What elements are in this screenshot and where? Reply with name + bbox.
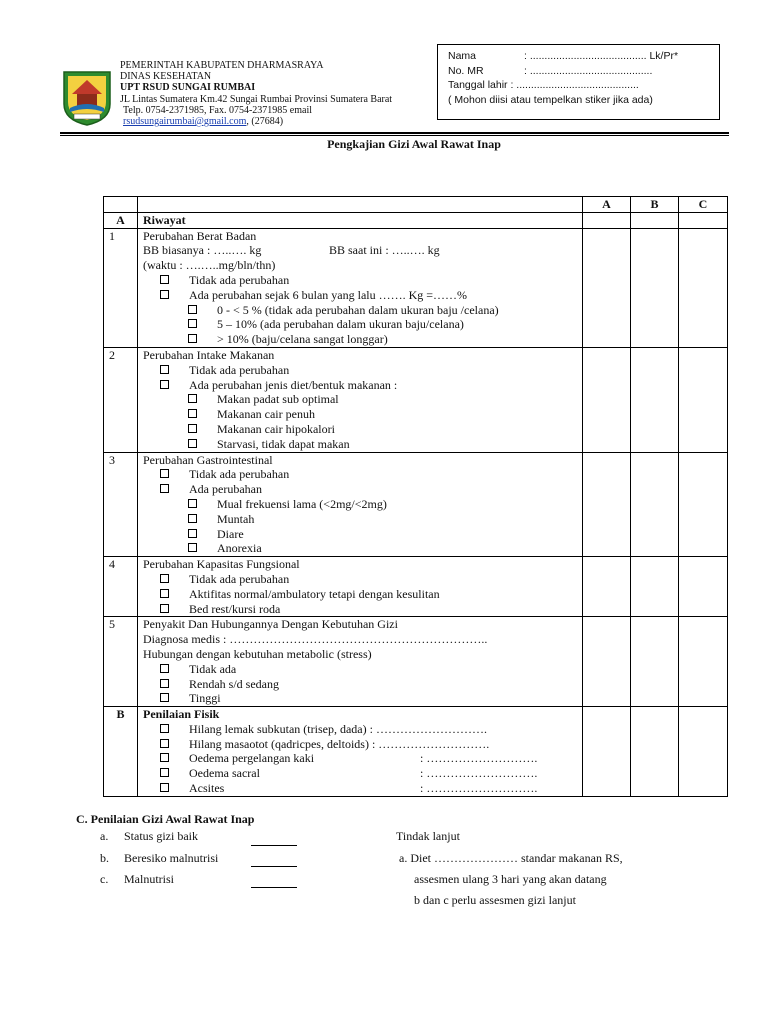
status-blank[interactable]: [251, 866, 297, 867]
checkbox[interactable]: [160, 380, 169, 389]
option-label: Rendah s/d sedang: [189, 676, 279, 691]
hospital-name: UPT RSUD SUNGAI RUMBAI: [120, 82, 256, 94]
option-label: Aktifitas normal/ambulatory tetapi dengan kesulitan: [189, 586, 440, 601]
option-label: Tidak ada perubahan: [189, 362, 290, 377]
row-number: 5: [104, 617, 138, 707]
option-label: Tidak ada perubahan: [189, 467, 290, 482]
metabolic-relation-label: Hubungan dengan kebutuhan metabolic (stress): [143, 646, 372, 661]
header-divider: [60, 132, 729, 134]
email-link[interactable]: rsudsungairumbai@gmail.com: [123, 116, 247, 128]
option-label: > 10% (baju/celana sangat longgar): [217, 332, 388, 347]
table-row: [104, 707, 728, 797]
checkbox[interactable]: [160, 664, 169, 673]
score-cell[interactable]: [583, 557, 631, 617]
status-letter: b.: [100, 851, 109, 865]
option-label: Tidak ada: [189, 661, 237, 676]
option-label: 0 - < 5 % (tidak ada perubahan dalam ukuran baju /celana): [217, 302, 499, 317]
bb-now-field[interactable]: BB saat ini : …..…. kg: [329, 243, 440, 258]
row-number: 4: [104, 557, 138, 617]
score-cell[interactable]: [583, 347, 631, 452]
score-cell[interactable]: [631, 452, 679, 557]
table-row: [104, 452, 728, 557]
score-cell[interactable]: [631, 557, 679, 617]
option-label: Makanan cair hipokalori: [217, 421, 335, 436]
status-label: Malnutrisi: [124, 872, 174, 886]
option-label: Makanan cair penuh: [217, 407, 315, 422]
fill-dots[interactable]: : ……………………….: [420, 781, 538, 796]
option-label: Acsites: [189, 781, 225, 796]
checkbox[interactable]: [160, 275, 169, 284]
institution-line: DINAS KESEHATAN: [120, 71, 212, 83]
score-cell[interactable]: [583, 452, 631, 557]
option-label: Anorexia: [217, 541, 262, 556]
checkbox[interactable]: [160, 574, 169, 583]
row-number: 3: [104, 452, 138, 557]
table-row: [104, 557, 728, 617]
checkbox[interactable]: [160, 768, 169, 777]
option-label: Oedema pergelangan kaki: [189, 751, 315, 766]
option-label: Ada perubahan jenis diet/bentuk makanan :: [189, 377, 398, 392]
checkbox[interactable]: [160, 604, 169, 613]
checkbox[interactable]: [188, 319, 197, 328]
row-number: 2: [104, 347, 138, 452]
score-cell[interactable]: [679, 228, 728, 347]
checkbox[interactable]: [188, 334, 197, 343]
section-c-title: C. Penilaian Gizi Awal Rawat Inap: [76, 812, 255, 826]
row-title: Perubahan Berat Badan: [143, 228, 257, 243]
row-title: Perubahan Kapasitas Fungsional: [143, 557, 300, 572]
score-cell[interactable]: [631, 707, 679, 797]
option-label: Tinggi: [189, 691, 221, 706]
section-c: [76, 812, 254, 826]
option-label: Starvasi, tidak dapat makan: [217, 436, 350, 451]
checkbox[interactable]: [160, 469, 169, 478]
checkbox[interactable]: [188, 305, 197, 314]
column-header-a: A: [583, 197, 631, 213]
regency-logo: [60, 70, 114, 126]
column-header-b: B: [631, 197, 679, 213]
fill-dots[interactable]: : ……………………….: [420, 751, 538, 766]
row-title: Perubahan Gastrointestinal: [143, 452, 273, 467]
name-label: Nama: [448, 50, 477, 62]
checkbox[interactable]: [160, 724, 169, 733]
option-label: Tidak ada perubahan: [189, 571, 290, 586]
checkbox[interactable]: [160, 693, 169, 702]
header-divider-thin: [60, 135, 729, 136]
address: JL Lintas Sumatera Km.42 Sungai Rumbai Provinsi Sumatera Barat: [120, 93, 393, 105]
section-title-riwayat: Riwayat: [138, 212, 583, 228]
bb-usual-field[interactable]: BB biasanya : …..…. kg: [143, 243, 262, 258]
patient-identity-box: [437, 44, 720, 120]
checkbox[interactable]: [188, 409, 197, 418]
checkbox[interactable]: [160, 753, 169, 762]
score-cell[interactable]: [679, 557, 728, 617]
row-title: Penyakit Dan Hubungannya Dengan Kebutuhan Gizi: [143, 617, 398, 632]
name-field[interactable]: : ........................................ Lk/Pr*: [524, 50, 679, 62]
mr-label: No. MR: [448, 64, 484, 77]
option-label: Makan padat sub optimal: [217, 392, 339, 407]
score-cell[interactable]: [583, 228, 631, 347]
status-blank[interactable]: [251, 845, 297, 846]
option-label: Diare: [217, 526, 244, 541]
option-label: Mual frekuensi lama (<2mg/<2mg): [217, 496, 387, 511]
follow-up-title: Tindak lanjut: [396, 829, 460, 843]
option-label: 5 – 10% (ada perubahan dalam ukuran baju/celana): [217, 317, 464, 332]
diagnosis-field[interactable]: Diagnosa medis : ………………………………………………………..: [143, 632, 488, 647]
follow-up-line: assesmen ulang 3 hari yang akan datang: [414, 872, 607, 886]
option-label: Hilang lemak subkutan (trisep, dada) : ……………………….: [189, 721, 487, 736]
option-label: Ada perubahan: [189, 482, 262, 497]
score-cell[interactable]: [631, 347, 679, 452]
score-cell[interactable]: [679, 347, 728, 452]
checkbox[interactable]: [188, 529, 197, 538]
dob-label: Tanggal lahir: [448, 79, 508, 91]
status-label: Beresiko malnutrisi: [124, 851, 219, 865]
section-letter: A: [104, 212, 138, 228]
checkbox[interactable]: [160, 484, 169, 493]
table-row: [104, 228, 728, 347]
phone: Telp. 0754-2371985, Fax. 0754-2371985 email: [123, 104, 312, 116]
score-cell[interactable]: [583, 617, 631, 707]
follow-up-line: b dan c perlu assesmen gizi lanjut: [414, 893, 576, 907]
checkbox[interactable]: [160, 365, 169, 374]
checkbox[interactable]: [188, 394, 197, 403]
checkbox[interactable]: [160, 783, 169, 792]
table-row: [104, 617, 728, 707]
checkbox[interactable]: [160, 290, 169, 299]
section-title-penilaian-fisik: Penilaian Fisik: [143, 707, 220, 722]
sticker-note: ( Mohon diisi atau tempelkan stiker jika ada): [448, 93, 653, 106]
score-cell[interactable]: [679, 452, 728, 557]
row-number: 1: [104, 228, 138, 347]
checkbox[interactable]: [188, 514, 197, 523]
checkbox[interactable]: [160, 739, 169, 748]
follow-up-line: a. Diet ………………… standar makanan RS,: [399, 851, 623, 865]
checkbox[interactable]: [160, 679, 169, 688]
status-letter: c.: [100, 872, 109, 886]
status-label: Status gizi baik: [124, 829, 198, 843]
score-cell[interactable]: [679, 617, 728, 707]
option-label: Oedema sacral: [189, 766, 260, 781]
option-label: Muntah: [217, 511, 255, 526]
checkbox[interactable]: [160, 589, 169, 598]
postal-code: , (27684): [246, 116, 284, 128]
score-cell[interactable]: [583, 707, 631, 797]
fill-dots[interactable]: : ……………………….: [420, 766, 538, 781]
checkbox[interactable]: [188, 424, 197, 433]
status-blank[interactable]: [251, 887, 297, 888]
page-title: Pengkajian Gizi Awal Rawat Inap: [327, 137, 501, 151]
assessment-table: [103, 196, 728, 797]
checkbox[interactable]: [188, 439, 197, 448]
column-header-c: C: [679, 197, 728, 213]
checkbox[interactable]: [188, 543, 197, 552]
option-label: Hilang masaotot (qadricpes, deltoids) : ……………………….: [189, 736, 490, 751]
mr-field[interactable]: : ..........................................: [524, 64, 653, 77]
score-cell[interactable]: [631, 228, 679, 347]
status-letter: a.: [100, 829, 109, 843]
option-label: Ada perubahan sejak 6 bulan yang lalu ……. Kg =……%: [189, 287, 468, 302]
row-title: Perubahan Intake Makanan: [143, 347, 275, 362]
score-cell[interactable]: [679, 707, 728, 797]
institution-line: PEMERINTAH KABUPATEN DHARMASRAYA: [120, 60, 324, 71]
option-label: Tidak ada perubahan: [189, 272, 290, 287]
checkbox[interactable]: [188, 499, 197, 508]
option-label: Bed rest/kursi roda: [189, 601, 281, 616]
section-letter: B: [104, 707, 138, 797]
table-row: [104, 347, 728, 452]
score-cell[interactable]: [631, 617, 679, 707]
institution-block: [120, 60, 392, 127]
time-field[interactable]: (waktu : ….…..mg/bln/thn): [143, 258, 276, 273]
dob-field[interactable]: : ..........................................: [510, 79, 639, 91]
